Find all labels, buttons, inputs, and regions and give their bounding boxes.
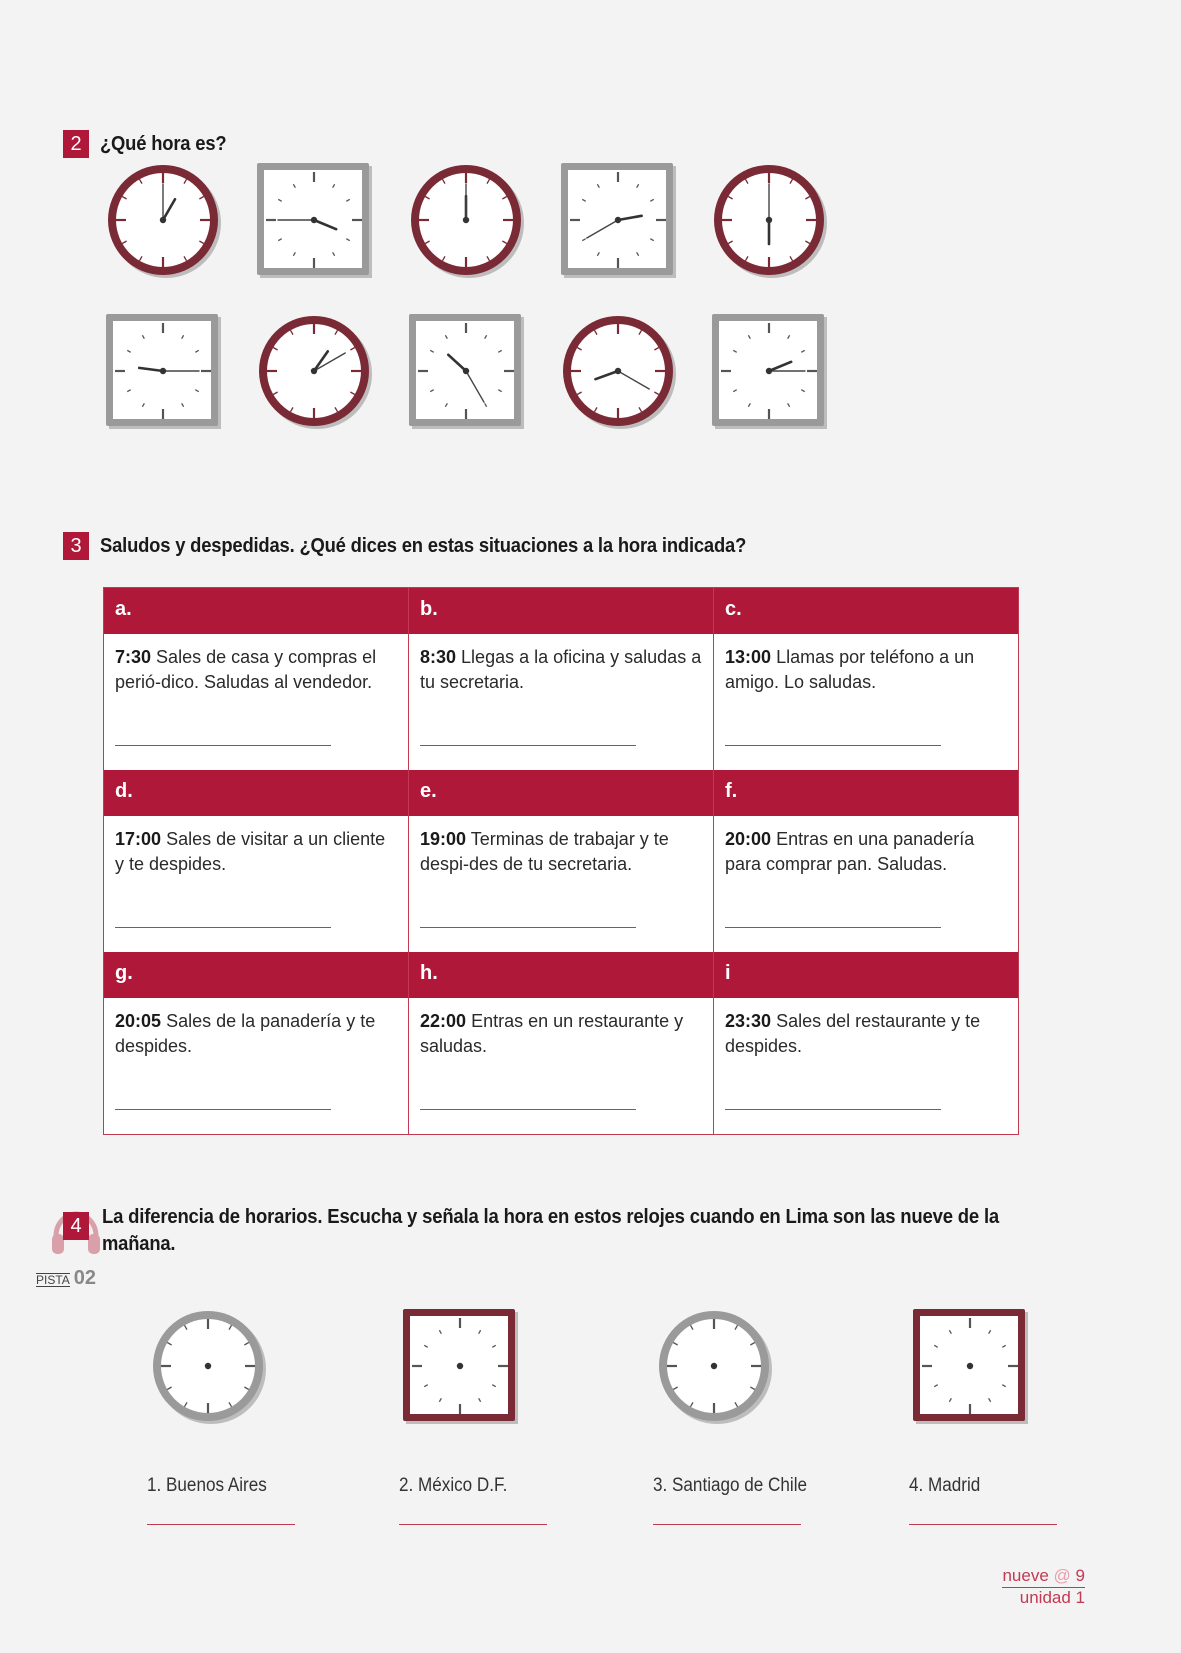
situation-cell — [104, 634, 409, 770]
exercise-2-number: 2 — [63, 130, 89, 158]
situation-cell — [409, 634, 714, 770]
situation-text: Entras en un restaurante y saludas. — [420, 1011, 684, 1056]
table-row — [104, 816, 1018, 952]
cell-label: c. — [725, 598, 742, 620]
situation-text: Llegas a la oficina y saludas a tu secretaria. — [420, 647, 702, 692]
cell-label: d. — [104, 770, 409, 816]
answer-line[interactable] — [725, 1109, 941, 1110]
answer-line[interactable] — [147, 1524, 295, 1525]
situation-cell — [714, 998, 1018, 1134]
city-clock-4 — [911, 1307, 1029, 1425]
cell-label: i — [725, 962, 731, 984]
situation-time: 22:00 — [420, 1011, 467, 1031]
exercise-3-title: Saludos y despedidas. ¿Qué dices en estas situaciones a la hora indicada? — [100, 535, 747, 557]
table-header-row — [104, 770, 1018, 816]
unit-label: unidad 1 — [1019, 1588, 1085, 1607]
clock-10 — [710, 312, 828, 430]
answer-line[interactable] — [653, 1524, 801, 1525]
exercise-2-title: ¿Qué hora es? — [100, 133, 227, 155]
page-footer — [1002, 1566, 1085, 1608]
answer-line[interactable] — [115, 927, 331, 928]
city-clock-3 — [655, 1307, 773, 1425]
answer-line[interactable] — [725, 927, 941, 928]
cell-label: e. — [409, 770, 714, 816]
track-label: PISTA — [36, 1273, 70, 1287]
answer-line[interactable] — [909, 1524, 1057, 1525]
table-header-row — [104, 588, 1018, 634]
city-clock-2 — [401, 1307, 519, 1425]
table-row — [104, 634, 1018, 770]
exercise-3-number: 3 — [63, 532, 89, 560]
answer-line[interactable] — [399, 1524, 547, 1525]
clock-1 — [104, 161, 222, 279]
situation-text: Entras en una panadería para comprar pan. Saludas. — [725, 829, 975, 874]
clock-8 — [407, 312, 525, 430]
situation-text: Sales del restaurante y te despides. — [725, 1011, 981, 1056]
clock-7 — [255, 312, 373, 430]
situation-cell — [104, 998, 409, 1134]
city-label: 3. Santiago de Chile — [653, 1475, 808, 1496]
track-indicator — [36, 1267, 96, 1290]
situation-cell — [409, 998, 714, 1134]
city-clock-1 — [149, 1307, 267, 1425]
clock-4 — [559, 161, 677, 279]
city-label: 1. Buenos Aires — [147, 1475, 267, 1496]
situation-time: 20:00 — [725, 829, 772, 849]
answer-line[interactable] — [725, 745, 941, 746]
situation-time: 23:30 — [725, 1011, 772, 1031]
cell-label: a. — [104, 588, 409, 634]
greetings-table — [103, 587, 1019, 1135]
answer-line[interactable] — [420, 745, 636, 746]
situation-time: 8:30 — [420, 647, 457, 667]
answer-line[interactable] — [420, 927, 636, 928]
track-number: 02 — [73, 1267, 97, 1289]
table-header-row — [104, 952, 1018, 998]
situation-cell — [104, 816, 409, 952]
exercise-4-title-line1: La diferencia de horarios. Escucha y señala la hora en estos relojes cuando en Lima son las nueve de la — [102, 1206, 1000, 1228]
situation-cell — [409, 816, 714, 952]
cell-label: b. — [409, 588, 714, 634]
city-label: 2. México D.F. — [399, 1475, 508, 1496]
answer-line[interactable] — [115, 1109, 331, 1110]
clock-3 — [407, 161, 525, 279]
page-word: nueve — [1002, 1566, 1049, 1585]
table-row — [104, 998, 1018, 1134]
cell-label: g. — [104, 952, 409, 998]
page-number: 9 — [1075, 1566, 1085, 1585]
clock-6 — [104, 312, 222, 430]
situation-text: Sales de la panadería y te despides. — [115, 1011, 376, 1056]
cell-label: f. — [725, 780, 738, 802]
cell-label: h. — [409, 952, 714, 998]
exercise-4-number: 4 — [63, 1212, 89, 1240]
situation-time: 17:00 — [115, 829, 162, 849]
situation-time: 13:00 — [725, 647, 772, 667]
clock-2 — [255, 161, 373, 279]
clock-9 — [559, 312, 677, 430]
answer-line[interactable] — [115, 745, 331, 746]
situation-text: Terminas de trabajar y te despi-des de tu secretaria. — [420, 829, 669, 874]
situation-time: 7:30 — [115, 647, 152, 667]
at-icon: @ — [1053, 1566, 1071, 1585]
situation-cell — [714, 816, 1018, 952]
situation-cell — [714, 634, 1018, 770]
answer-line[interactable] — [420, 1109, 636, 1110]
situation-text: Sales de visitar a un cliente y te despides. — [115, 829, 386, 874]
situation-text: Sales de casa y compras el perió-dico. Saludas al vendedor. — [115, 647, 377, 692]
situation-time: 20:05 — [115, 1011, 162, 1031]
page-number-line — [1002, 1566, 1085, 1588]
situation-time: 19:00 — [420, 829, 467, 849]
clock-5 — [710, 161, 828, 279]
situation-text: Llamas por teléfono a un amigo. Lo saludas. — [725, 647, 975, 692]
exercise-4-title-line2: mañana. — [102, 1233, 176, 1255]
city-label: 4. Madrid — [909, 1475, 981, 1496]
